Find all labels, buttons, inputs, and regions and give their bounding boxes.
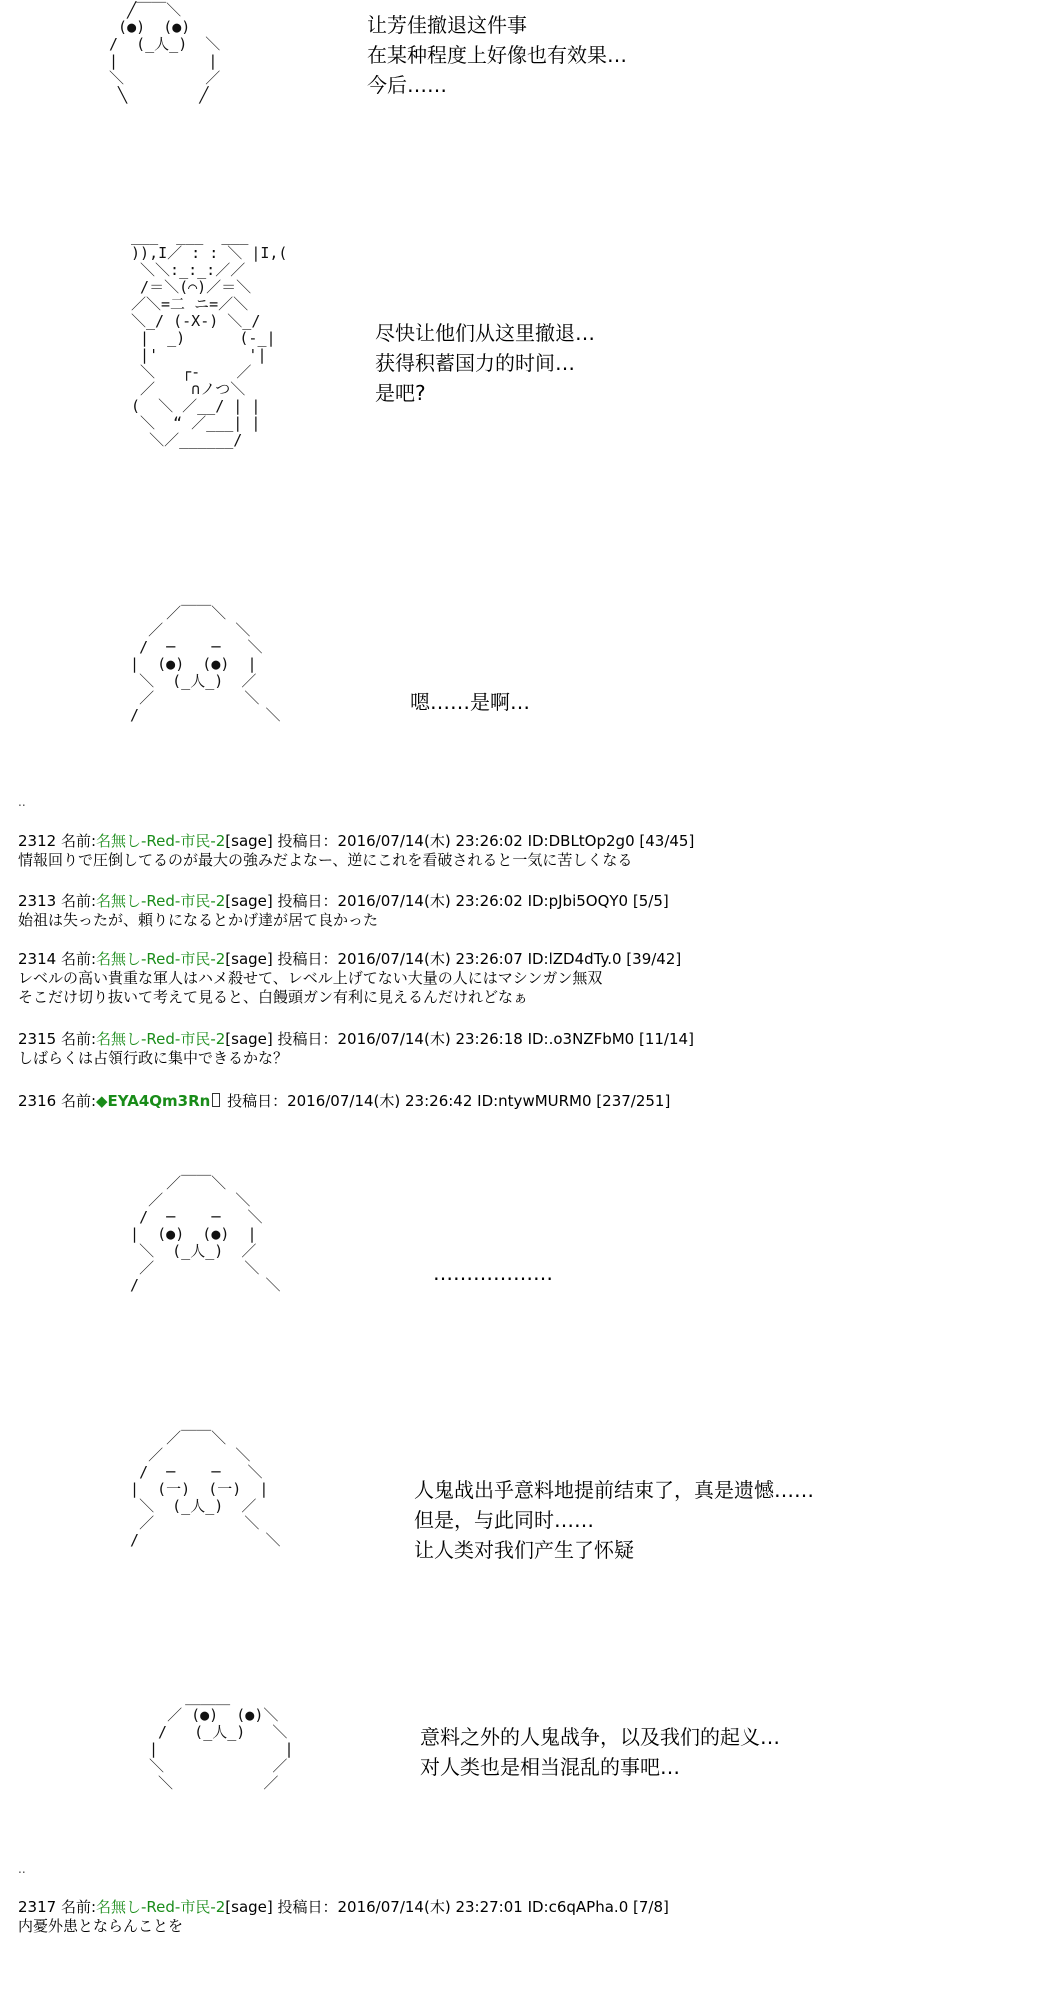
dialog-text: [420, 1722, 780, 1782]
post-2316: [18, 1092, 670, 1111]
poster-trip[interactable]: ◆EYA4Qm3Rn: [96, 1092, 211, 1110]
post-meta: [sage] 投稿日：2016/07/14(木) 23:26:07 ID:lZD4dTy.0 [39/42]: [225, 950, 682, 968]
separator-dots: ..: [18, 1862, 26, 1876]
ascii-art-character: ／￣￣＼ ／ ＼ / ─ ─ ＼ | (●) (●) | ＼ (_人_) ／ ／ ＼ / ＼: [130, 604, 281, 724]
dialog-line: 在某种程度上好像也有效果…: [367, 43, 627, 67]
post-body-line: 始祖は失ったが、頼りになるとかげ達が居て良かった: [18, 911, 379, 929]
post-body-line: 内憂外患とならんことを: [18, 1917, 184, 1935]
poster-name[interactable]: 名無し-Red-市民-2: [96, 1030, 226, 1048]
dialog-line: ………………: [433, 1261, 553, 1285]
post-header: [18, 1092, 670, 1111]
post-2317: [18, 1898, 669, 1936]
missing-glyph-icon: [212, 1093, 220, 1107]
dialog-line: 但是，与此同时……: [414, 1508, 594, 1532]
post-header: [18, 950, 681, 969]
ascii-art-character: ／￣￣＼ ／ ＼ / ─ ─ ＼ | (一) (一) | ＼ (_人_) ／ ／ ＼ / ＼: [130, 1429, 281, 1549]
dialog-text: [433, 1258, 553, 1288]
post-meta: [sage] 投稿日：2016/07/14(木) 23:27:01 ID:c6qAPha.0 [7/8]: [225, 1898, 669, 1916]
poster-name[interactable]: 名無し-Red-市民-2: [96, 892, 226, 910]
poster-name[interactable]: 名無し-Red-市民-2: [96, 1898, 226, 1916]
ascii-art-character: ＿＿＿ ／ (●) (●)＼ / (_人_) ＼ | | ＼ ／ ＼ ／: [149, 1689, 294, 1792]
post-number: 2316 名前:: [18, 1092, 96, 1110]
post-2312: [18, 832, 694, 870]
dialog-line: 让芳佳撤退这件事: [367, 13, 527, 37]
dialog-line: 对人类也是相当混乱的事吧…: [420, 1755, 680, 1779]
dialog-line: 让人类对我们产生了怀疑: [414, 1538, 634, 1562]
dialog-text: [375, 318, 595, 408]
ascii-art-character: ／￣￣＼ ／ ＼ / ─ ─ ＼ | (●) (●) | ＼ (_人_) ／ ／ ＼ / ＼: [130, 1174, 281, 1294]
dialog-line: 获得积蓄国力的时间…: [375, 351, 575, 375]
post-header: [18, 832, 694, 851]
ascii-art-character: ╱￣￣＼ (●) (●) / (_人_) ＼ | | ＼ ／ ╲ ╱: [109, 1, 221, 104]
dialog-text: [414, 1475, 814, 1565]
post-2313: [18, 892, 669, 930]
dialog-line: 嗯……是啊…: [410, 690, 530, 714]
dialog-line: 今后……: [367, 73, 447, 97]
separator-dots: ..: [18, 795, 26, 809]
post-number: 2315 名前:: [18, 1030, 96, 1048]
post-header: [18, 892, 669, 911]
post-meta: [sage] 投稿日：2016/07/14(木) 23:26:18 ID:.o3NZFbM0 [11/14]: [225, 1030, 694, 1048]
post-body-line: そこだけ切り抜いて考えて見ると、白饅頭ガン有利に見えるんだけれどなぁ: [18, 988, 529, 1006]
dialog-line: 意料之外的人鬼战争，以及我们的起义…: [420, 1725, 780, 1749]
post-number: 2317 名前:: [18, 1898, 96, 1916]
post-2314: [18, 950, 681, 1007]
post-meta: [sage] 投稿日：2016/07/14(木) 23:26:02 ID:DBLtOp2g0 [43/45]: [225, 832, 695, 850]
post-body-line: レベルの高い貴重な軍人はハメ殺せて、レベル上げてない大量の人にはマシンガン無双: [18, 969, 603, 987]
post-body-line: 情報回りで圧倒してるのが最大の強みだよなー、逆にこれを看破されると一気に苦しくなる: [18, 851, 633, 869]
dialog-line: 人鬼战出乎意料地提前结束了，真是遗憾……: [414, 1478, 814, 1502]
post-meta: [sage] 投稿日：2016/07/14(木) 23:26:02 ID:pJbi5OQY0 [5/5]: [225, 892, 669, 910]
post-body-line: しばらくは占領行政に集中できるかな？: [18, 1049, 289, 1067]
post-2315: [18, 1030, 694, 1068]
ascii-art-character: ___ ___ ___ )),I／ : : ＼ |I,( ＼＼:_:_:／／ /＝＼(⌒)／＝＼ ／＼=二 ニ=／＼ ＼_/ (-X-) ＼_/ | _) (-_| |' '| ＼ ┌- ／ ／ ∩ノつ＼ ( ＼ ／__/ | | ＼ “ ／___| | ＼／______/: [131, 227, 288, 449]
dialog-text: [410, 687, 530, 717]
dialog-text: [367, 10, 627, 100]
post-number: 2313 名前:: [18, 892, 96, 910]
dialog-line: 尽快让他们从这里撤退…: [375, 321, 595, 345]
post-header: [18, 1898, 669, 1917]
poster-name[interactable]: 名無し-Red-市民-2: [96, 832, 226, 850]
post-number: 2312 名前:: [18, 832, 96, 850]
post-header: [18, 1030, 694, 1049]
poster-name[interactable]: 名無し-Red-市民-2: [96, 950, 226, 968]
dialog-line: 是吧?: [375, 381, 426, 405]
post-meta: 投稿日：2016/07/14(木) 23:26:42 ID:ntywMURM0 [237/251]: [222, 1092, 671, 1110]
post-number: 2314 名前:: [18, 950, 96, 968]
